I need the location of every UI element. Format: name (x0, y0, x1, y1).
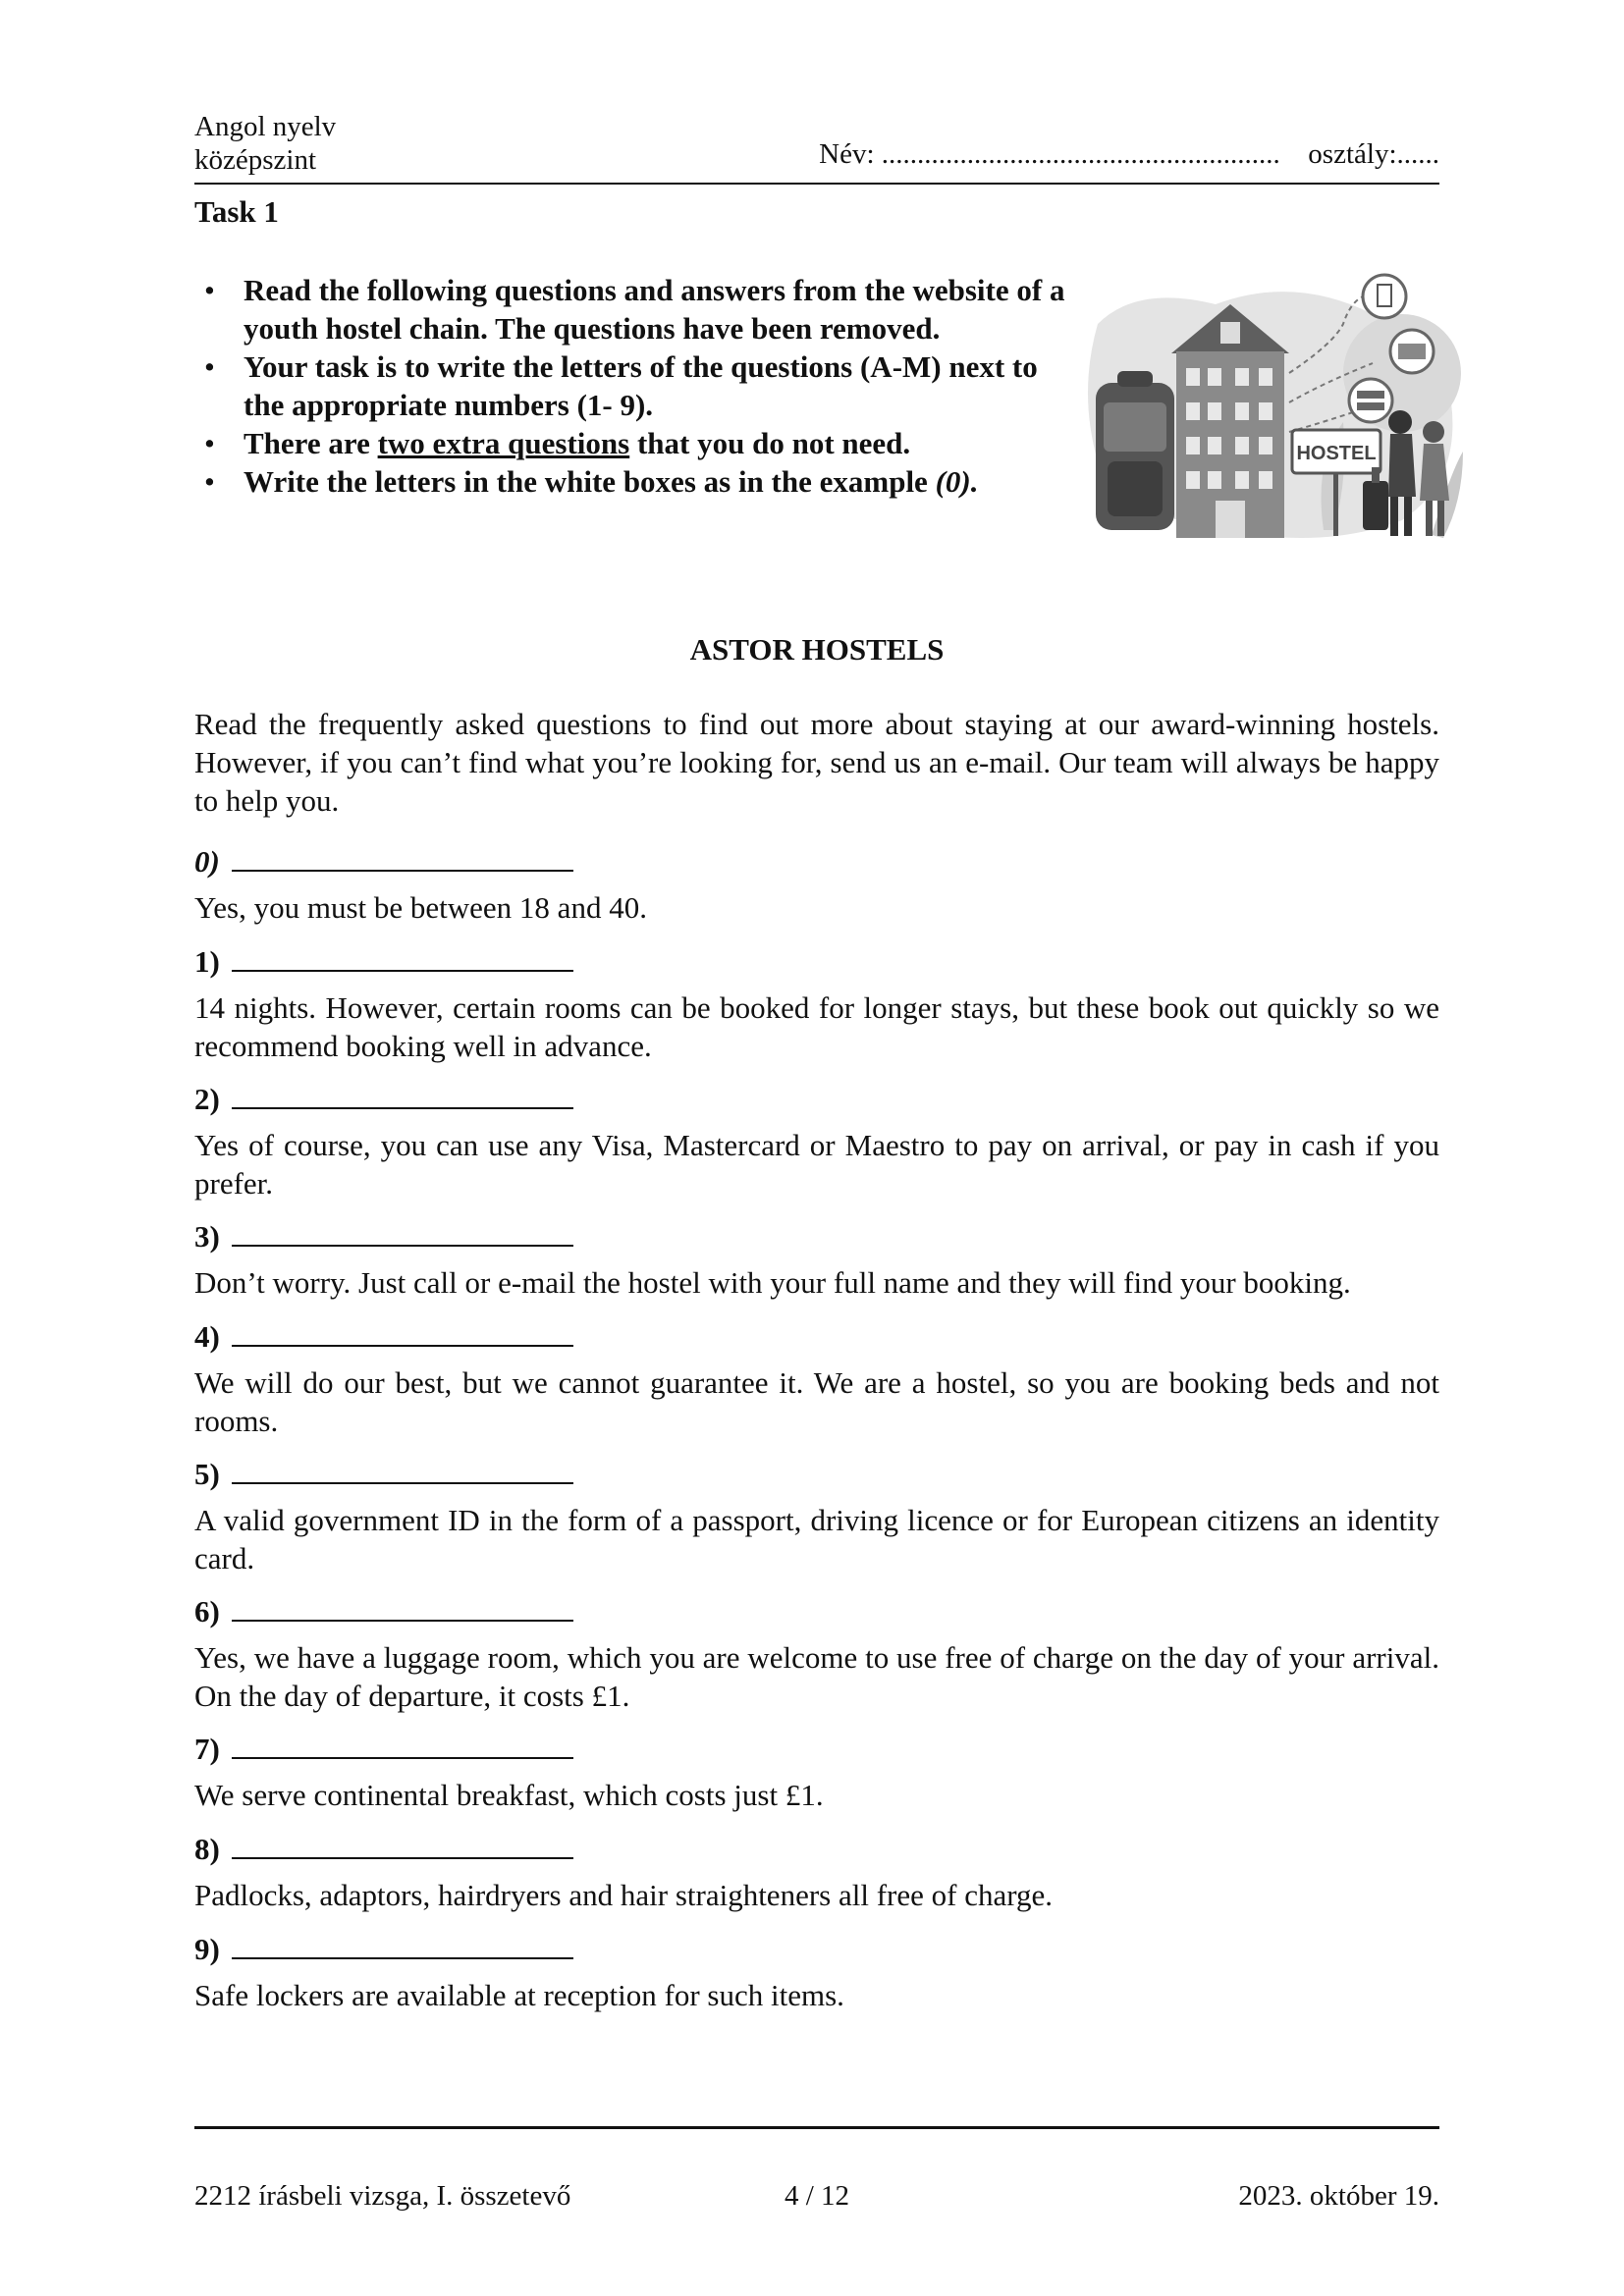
answer-text: Yes, you must be between 18 and 40. (194, 890, 647, 925)
class-field: osztály:...... (1308, 138, 1439, 170)
instruction-item: • Read the following questions and answers from the website of a youth hostel chain. The questions have been removed. (204, 273, 1065, 346)
item-number: 3) (194, 1219, 220, 1254)
item-number: 2) (194, 1082, 220, 1116)
answer-blank[interactable] (232, 942, 573, 972)
answer-blank[interactable] (232, 1317, 573, 1347)
answer-blank[interactable] (232, 1592, 573, 1622)
question-line (194, 1317, 1439, 1356)
qa-item (194, 1317, 1439, 1440)
document-title: ASTOR HOSTELS (689, 632, 945, 667)
item-number: 7) (194, 1732, 220, 1766)
question-line (194, 1592, 1439, 1630)
question-line (194, 1930, 1439, 1968)
qa-item (194, 1080, 1439, 1202)
answer-text: Don’t worry. Just call or e-mail the hostel with your full name and they will find your booking. (194, 1265, 1351, 1300)
level-label: középszint (194, 144, 317, 176)
item-number: 5) (194, 1457, 220, 1491)
name-field: Név: ........................................................ (819, 138, 1280, 170)
answer-text: Safe lockers are available at reception for such items. (194, 1978, 844, 2012)
answer-blank[interactable] (232, 1217, 573, 1247)
answer-blank[interactable] (232, 1830, 573, 1859)
answer-text: Yes of course, you can use any Visa, Mastercard or Maestro to pay on arrival, or pay in cash if you prefer. (194, 1128, 1439, 1201)
answer-text: A valid government ID in the form of a passport, driving licence or for European citizens an identity card. (194, 1503, 1439, 1575)
qa-item (194, 1455, 1439, 1577)
answer-text: We serve continental breakfast, which costs just £1. (194, 1778, 824, 1812)
item-number: 8) (194, 1832, 220, 1866)
question-line (194, 1830, 1439, 1868)
subject-label: Angol nyelv (194, 111, 337, 142)
qa-item (194, 1930, 1439, 2014)
answer-blank[interactable] (232, 1455, 573, 1484)
intro-paragraph: Read the frequently asked questions to find out more about staying at our award-winning hostels. However, if you can’t find what you’re looking for, send us an e-mail. Our team will always be happy to help you. (194, 707, 1439, 818)
answer-text: Yes, we have a luggage room, which you are welcome to use free of charge on the day of your arrival. On the day of departure, it costs £1. (194, 1640, 1439, 1713)
footer-divider (194, 2126, 1439, 2129)
header-left (194, 110, 336, 177)
example-note: (0). (935, 464, 979, 499)
item-number: 1) (194, 944, 220, 979)
qa-item (194, 1830, 1439, 1914)
item-number: 0) (194, 844, 220, 879)
item-number: 9) (194, 1932, 220, 1966)
footer-page-number: 4 / 12 (784, 2180, 850, 2212)
answer-text: We will do our best, but we cannot guarantee it. We are a hostel, so you are booking beds and not rooms. (194, 1365, 1439, 1438)
instructions-list (194, 271, 1078, 501)
item-number: 6) (194, 1594, 220, 1629)
qa-item (194, 1217, 1439, 1302)
qa-item (194, 942, 1439, 1065)
exam-page (194, 0, 1439, 2296)
answer-text: Padlocks, adaptors, hairdryers and hair straighteners all free of charge. (194, 1878, 1053, 1912)
qa-item (194, 842, 1439, 927)
instruction-item: • Write the letters in the white boxes as in the example (0). (204, 464, 979, 499)
question-line (194, 1217, 1439, 1255)
header-right (819, 137, 1439, 171)
hostel-sign-text: HOSTEL (1296, 443, 1377, 464)
question-line (194, 1080, 1439, 1118)
page-header (194, 110, 1439, 185)
underlined-text: two extra questions (377, 426, 630, 460)
instruction-item: • Your task is to write the letters of the questions (A-M) next to the appropriate numbers (1- 9). (204, 349, 1038, 422)
question-line (194, 1730, 1439, 1768)
answer-blank[interactable] (232, 842, 573, 872)
instruction-item: • There are two extra questions that you do not need. (204, 426, 911, 460)
qa-item (194, 1592, 1439, 1715)
task-title: Task 1 (194, 194, 279, 229)
footer-date: 2023. október 19. (1238, 2180, 1439, 2212)
qa-item (194, 1730, 1439, 1814)
hostel-illustration (1078, 265, 1467, 550)
footer-exam-code: 2212 írásbeli vizsga, I. összetevő (194, 2180, 571, 2212)
question-line (194, 842, 1439, 881)
question-line (194, 942, 1439, 981)
answer-blank[interactable] (232, 1730, 573, 1759)
answer-blank[interactable] (232, 1930, 573, 1959)
answer-text: 14 nights. However, certain rooms can be booked for longer stays, but these book out quickly so we recommend booking well in advance. (194, 990, 1439, 1063)
answer-blank[interactable] (232, 1080, 573, 1109)
question-line (194, 1455, 1439, 1493)
item-number: 4) (194, 1319, 220, 1354)
